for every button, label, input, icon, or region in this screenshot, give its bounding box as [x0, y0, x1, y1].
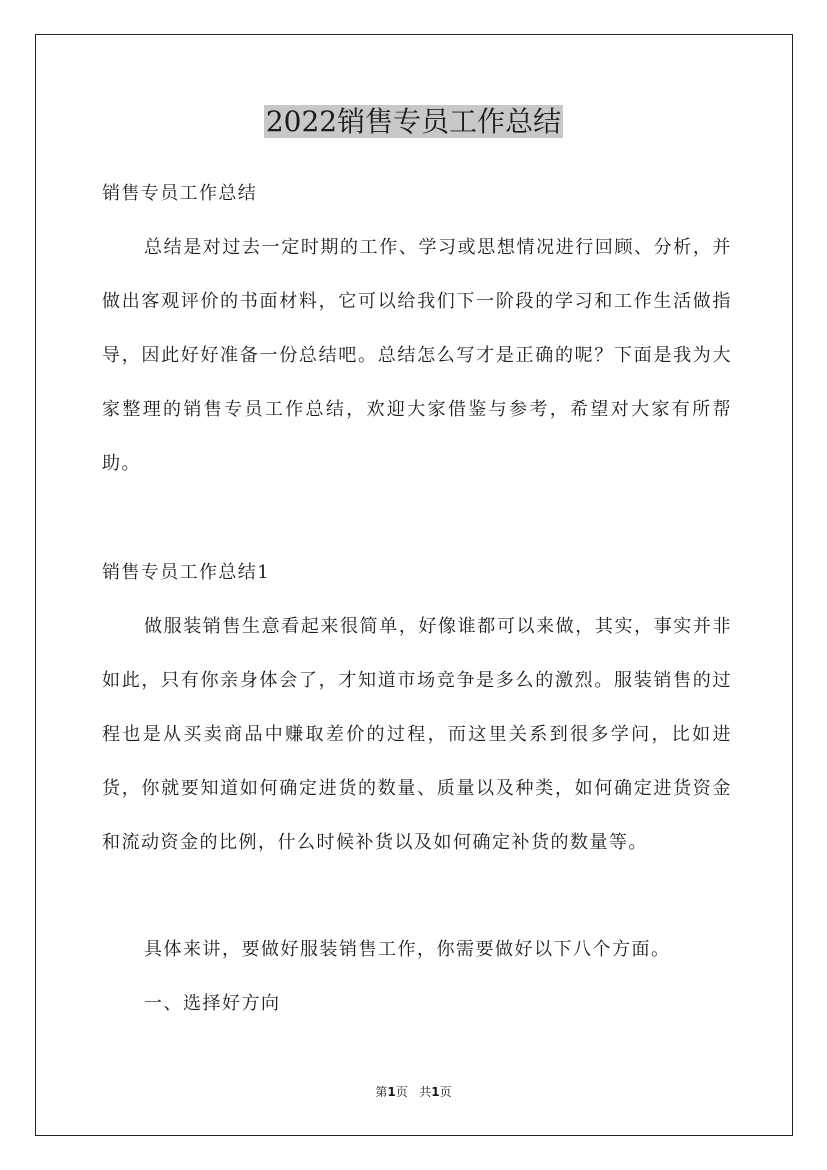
section1-paragraph-1: 做服装销售生意看起来很简单，好像谁都可以来做，其实，事实并非如此，只有你亲身体会了，才知道市场竞争是多么的激烈。服装销售的过程也是从买卖商品中赚取差价的过程，而这里关系到很多学问，比如进货，你就要知道如何确定进货的数量、质量以及种类，如何确定进货资金和流动资金的比例，什么时候补货以及如何确定补货的数量等。	[102, 616, 732, 853]
document-title-text: 2022销售专员工作总结	[265, 105, 562, 138]
footer-page-number: 1	[387, 1085, 396, 1099]
footer-page-prefix: 第	[375, 1085, 388, 1099]
footer-page-unit: 页	[395, 1085, 408, 1099]
subtitle: 销售专员工作总结	[102, 183, 258, 204]
section1-paragraph-2: 具体来讲，要做好服装销售工作，你需要做好以下八个方面。	[144, 939, 671, 960]
section1-heading: 销售专员工作总结1	[102, 562, 271, 583]
footer-total-unit: 页	[439, 1085, 452, 1099]
intro-paragraph: 总结是对过去一定时期的工作、学习或思想情况进行回顾、分析，并做出客观评价的书面材料，它可以给我们下一阶段的学习和工作生活做指导，因此好好准备一份总结吧。总结怎么写才是正确的呢？下面是我为大家整理的销售专员工作总结，欢迎大家借鉴与参考，希望对大家有所帮助。	[102, 237, 732, 474]
page-footer	[0, 1084, 827, 1100]
section1-item-1: 一、选择好方向	[144, 993, 281, 1014]
footer-total-prefix: 共	[419, 1085, 432, 1099]
footer-total-number: 1	[431, 1085, 440, 1099]
document-title	[0, 104, 827, 140]
